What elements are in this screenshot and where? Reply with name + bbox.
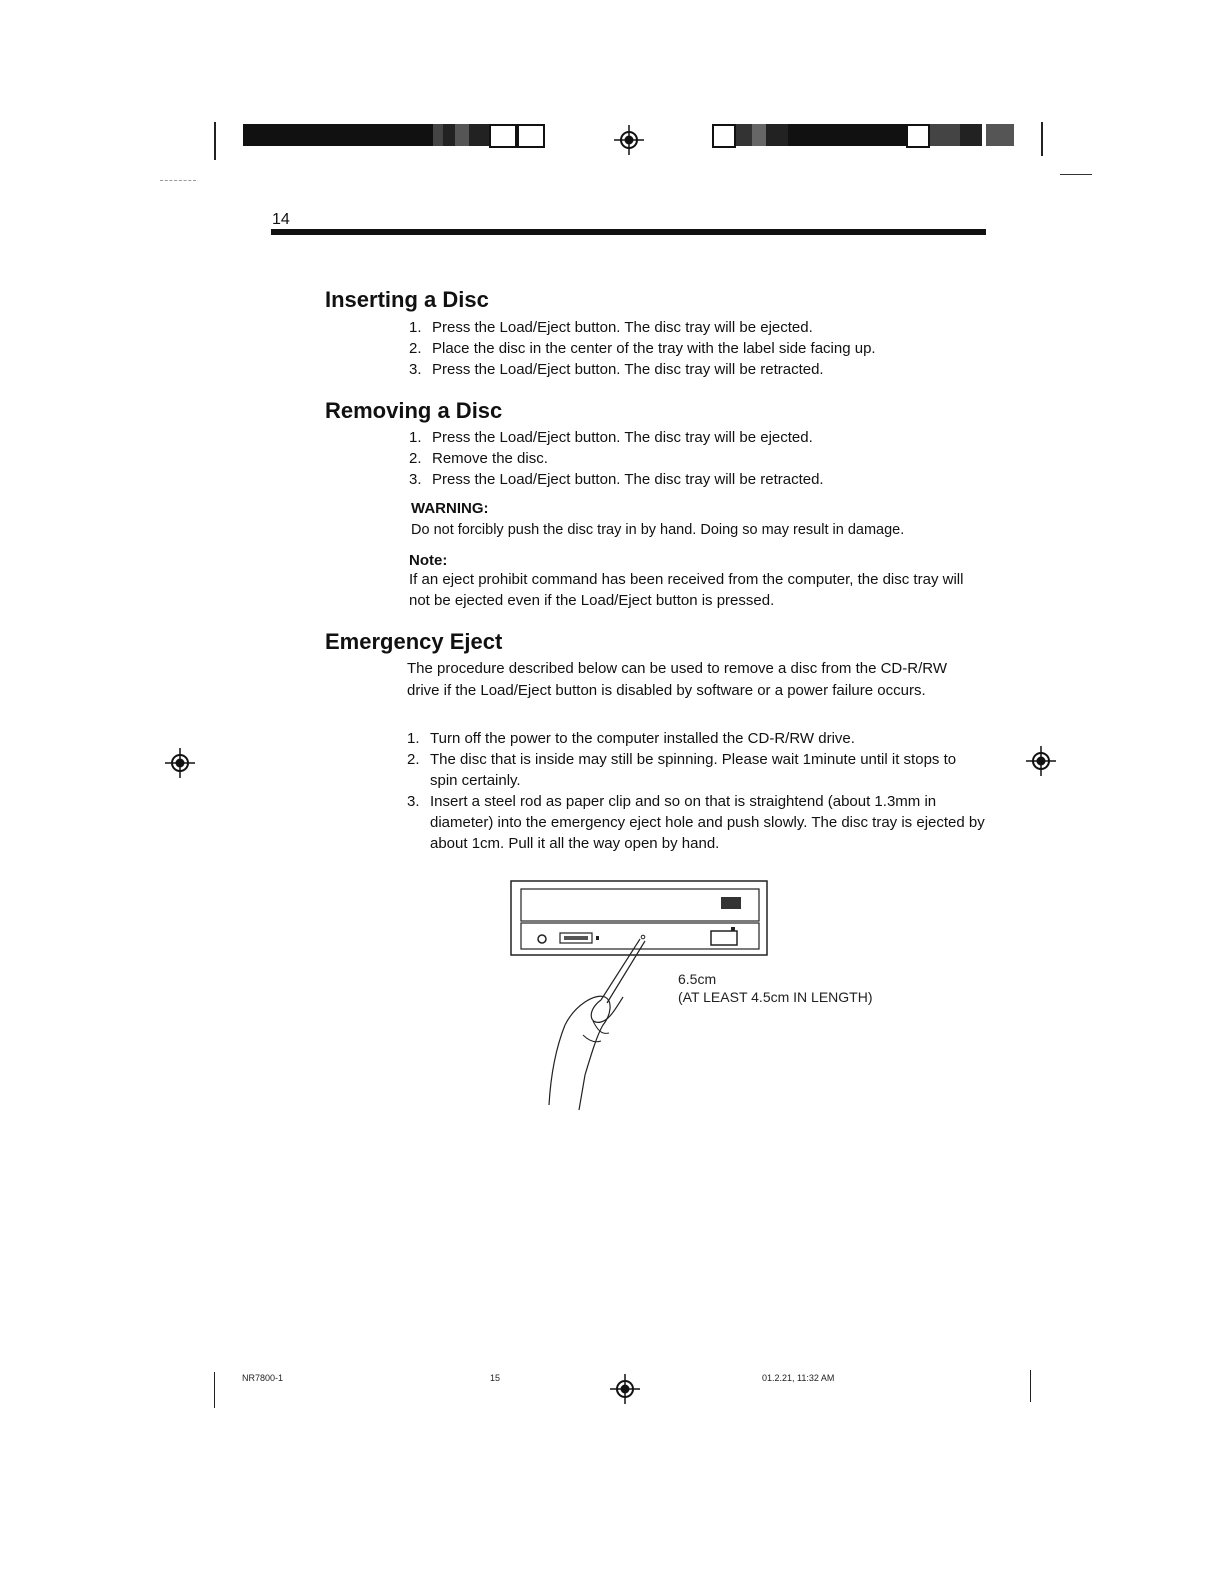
page-number: 14 <box>272 211 290 228</box>
trim-line-right <box>1060 174 1092 175</box>
list-item: 1. Press the Load/Eject button. The disc tray will be ejected. <box>409 319 813 336</box>
registration-target-bottom-icon <box>610 1374 640 1404</box>
warning-label: WARNING: <box>411 500 489 517</box>
header-rule <box>271 229 986 235</box>
list-item: 3. Insert a steel rod as paper clip and so on that is straightend (about 1.3mm in diameter) into the emergency eject hole and push slowly. The disc tray is ejected by about 1cm. Pull it all the way open by hand. <box>407 793 985 852</box>
note-label: Note: <box>409 552 448 569</box>
warning-text: Do not forcibly push the disc tray in by hand. Doing so may result in damage. <box>411 522 905 538</box>
note-text: If an eject prohibit command has been received from the computer, the disc tray will not be ejected even if the Load/Eject button is pressed. <box>409 571 964 609</box>
trim-line-left <box>160 180 196 182</box>
caption-length: 6.5cm <box>678 971 717 987</box>
list-item: 2. Place the disc in the center of the tray with the label side facing up. <box>409 340 876 357</box>
registration-target-right-icon <box>1026 746 1056 776</box>
crop-mark-bottom-left <box>214 1372 215 1408</box>
removing-steps <box>409 427 989 490</box>
list-item: 2. Remove the disc. <box>409 450 548 467</box>
crop-mark-bottom-right <box>1030 1370 1031 1402</box>
list-item: 3. Press the Load/Eject button. The disc tray will be retracted. <box>409 361 824 378</box>
list-item: 1. Turn off the power to the computer installed the CD-R/RW drive. <box>407 730 855 747</box>
list-item: 1. Press the Load/Eject button. The disc tray will be ejected. <box>409 429 813 446</box>
crop-mark-top-left <box>214 122 216 160</box>
figure-caption <box>678 970 873 1006</box>
section-heading-emergency: Emergency Eject <box>325 629 503 654</box>
registration-target-icon <box>614 125 644 155</box>
section-heading-inserting: Inserting a Disc <box>325 287 489 312</box>
emergency-steps <box>407 728 987 854</box>
section-heading-removing: Removing a Disc <box>325 398 503 423</box>
caption-minimum: (AT LEAST 4.5cm IN LENGTH) <box>678 989 873 1005</box>
registration-target-left-icon <box>165 748 195 778</box>
list-item: 3. Press the Load/Eject button. The disc tray will be retracted. <box>409 471 824 488</box>
footer-right: 01.2.21, 11:32 AM <box>762 1373 835 1383</box>
list-item: 2. The disc that is inside may still be spinning. Please wait 1minute until it stops to spin certainly. <box>407 751 957 789</box>
inserting-steps <box>409 317 989 380</box>
emergency-intro: The procedure described below can be used to remove a disc from the CD-R/RW drive if the Load/Eject button is disabled by software or a power failure occurs. <box>407 660 947 699</box>
footer-left: NR7800-1 <box>242 1373 284 1383</box>
registration-bar-right <box>712 124 1014 146</box>
crop-mark-top-right <box>1041 122 1043 156</box>
registration-bar-left <box>243 124 545 146</box>
footer-center: 15 <box>490 1373 501 1383</box>
